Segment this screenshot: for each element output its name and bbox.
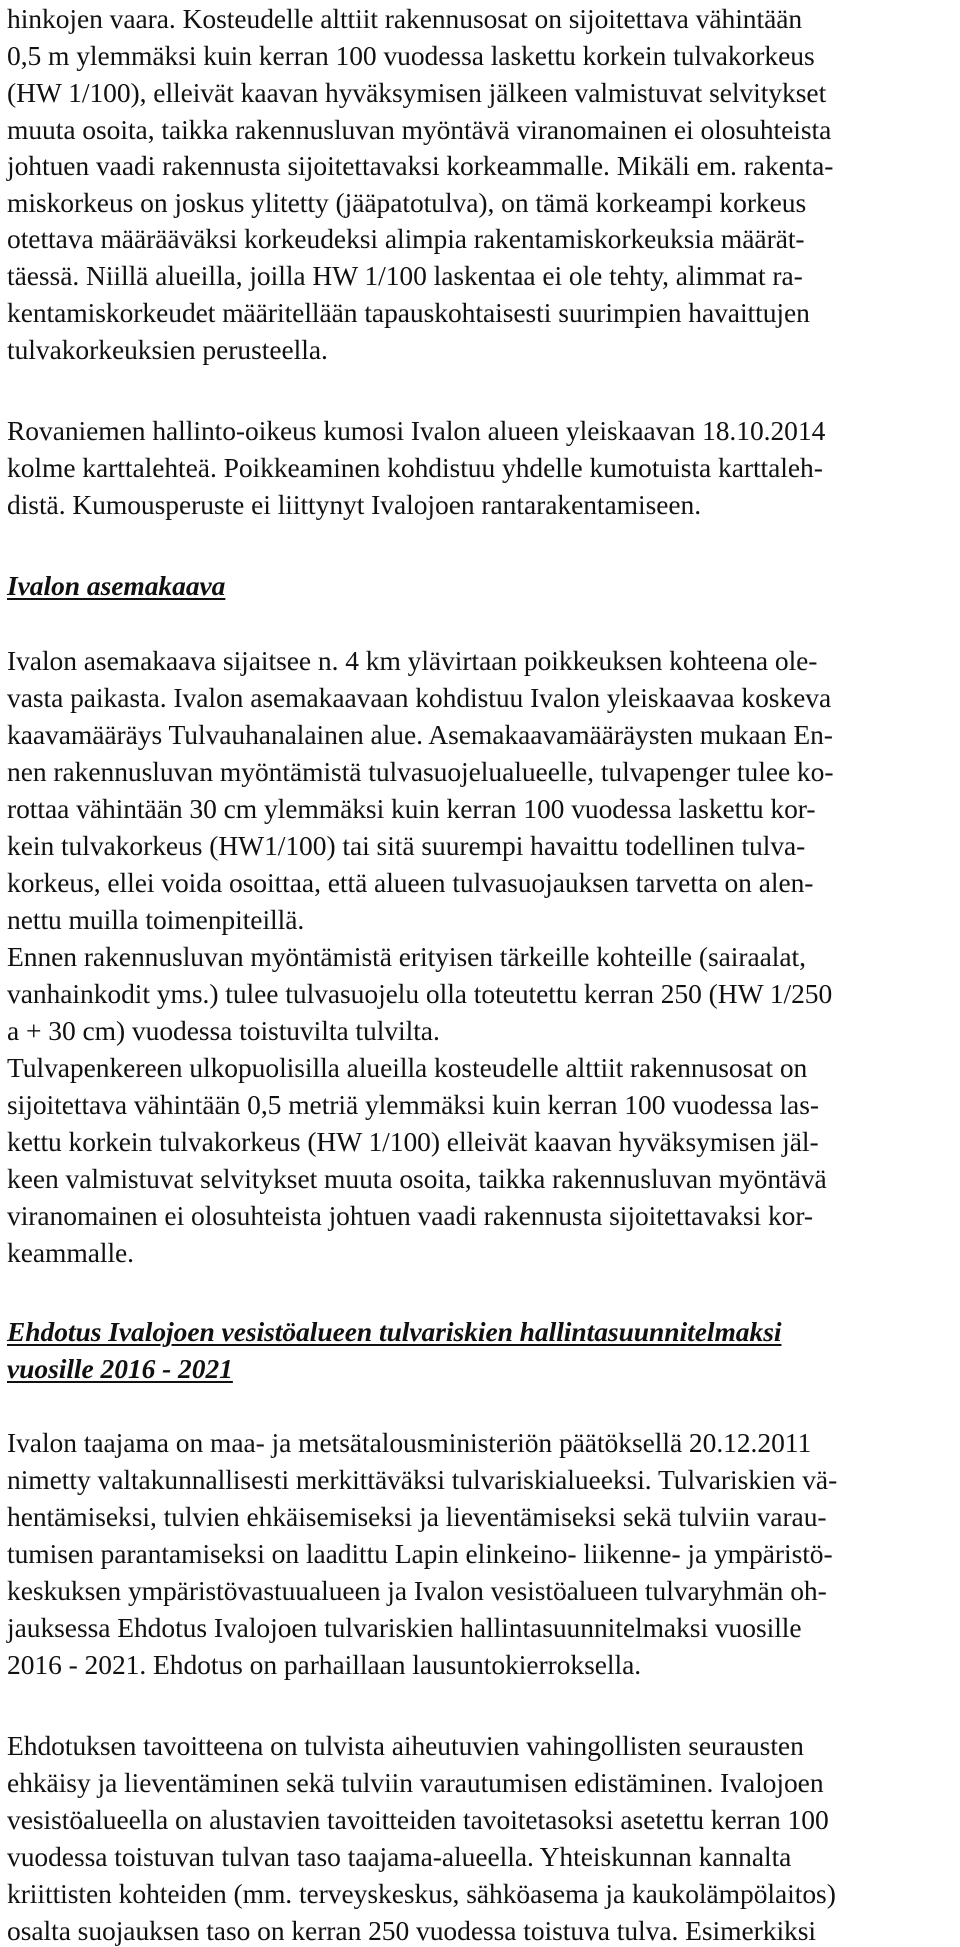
paragraph-line: tulvakorkeuksien perusteella. [7,334,328,365]
paragraph-line: keammalle. [7,1237,135,1268]
paragraph-line: nimetty valtakunnallisesti merkittäväksi tulvariskialueeksi. Tulvariskien vä- [7,1464,838,1495]
paragraph-line: vasta paikasta. Ivalon asemakaavaan kohdistuu Ivalon yleiskaavaa koskeva [7,682,832,713]
paragraph-line: hentämiseksi, tulvien ehkäisemiseksi ja lieventämiseksi sekä tulviin varau- [7,1501,827,1532]
paragraph-line: hinkojen vaara. Kosteudelle alttiit rakennusosat on sijoitettava vähintään [7,3,803,34]
paragraph-line: kriittisten kohteiden (mm. terveyskeskus, sähköasema ja kaukolämpölaitos) [7,1878,836,1909]
paragraph-line: Ehdotuksen tavoitteena on tulvista aiheutuvien vahingollisten seurausten [7,1730,804,1761]
paragraph-line: tumisen parantamiseksi on laadittu Lapin elinkeino- liikenne- ja ympäristö- [7,1538,833,1569]
paragraph-line: rottaa vähintään 30 cm ylemmäksi kuin kerran 100 vuodessa laskettu kor- [7,793,816,824]
paragraph-line: keskuksen ympäristövastuualueen ja Ivalon vesistöalueen tulvaryhmän oh- [7,1575,827,1606]
paragraph-line: muuta osoita, taikka rakennusluvan myöntävä viranomainen ei olosuhteista [7,114,832,145]
section-heading-line: Ivalon asemakaava [7,570,226,601]
paragraph-line: a + 30 cm) vuodessa toistuvilta tulvilta. [7,1015,440,1046]
section-heading-line: Ehdotus Ivalojoen vesistöalueen tulvariskien hallintasuunnitelmaksi [7,1316,782,1347]
paragraph-line: Rovaniemen hallinto-oikeus kumosi Ivalon alueen yleiskaavan 18.10.2014 [7,415,826,446]
paragraph-line: kein tulvakorkeus (HW1/100) tai sitä suurempi havaittu todellinen tulva- [7,830,806,861]
paragraph-line: täessä. Niillä alueilla, joilla HW 1/100 laskentaa ei ole tehty, alimmat ra- [7,260,803,291]
paragraph-line: kentamiskorkeudet määritellään tapauskohtaisesti suurimpien havaittujen [7,297,810,328]
paragraph-line: keen valmistuvat selvitykset muuta osoita, taikka rakennusluvan myöntävä [7,1163,827,1194]
paragraph-line: kaavamääräys Tulvauhanalainen alue. Asemakaavamääräysten mukaan En- [7,719,833,750]
paragraph-line: (HW 1/100), elleivät kaavan hyväksymisen jälkeen valmistuvat selvitykset [7,77,827,108]
paragraph-line: vanhainkodit yms.) tulee tulvasuojelu olla toteutettu kerran 250 (HW 1/250 [7,978,833,1009]
paragraph-line: 2016 - 2021. Ehdotus on parhaillaan lausuntokierroksella. [7,1649,642,1680]
paragraph-line: nen rakennusluvan myöntämistä tulvasuojelualueelle, tulvapenger tulee ko- [7,756,834,787]
paragraph-line: sijoitettava vähintään 0,5 metriä ylemmäksi kuin kerran 100 vuodessa las- [7,1089,819,1120]
paragraph-line: vuodessa toistuvan tulvan taso taajama-alueella. Yhteiskunnan kannalta [7,1841,792,1872]
section-heading-line: vuosille 2016 - 2021 [7,1353,233,1384]
paragraph-line: viranomainen ei olosuhteista johtuen vaadi rakennusta sijoitettavaksi kor- [7,1200,814,1231]
paragraph-line: korkeus, ellei voida osoittaa, että alueen tulvasuojauksen tarvetta on alen- [7,867,814,898]
paragraph-line: kettu korkein tulvakorkeus (HW 1/100) elleivät kaavan hyväksymisen jäl- [7,1126,819,1157]
paragraph-line: miskorkeus on joskus ylitetty (jääpatotulva), on tämä korkeampi korkeus [7,187,807,218]
paragraph-line: ehkäisy ja lieventäminen sekä tulviin varautumisen edistäminen. Ivalojoen [7,1767,824,1798]
paragraph-line: kolme karttalehteä. Poikkeaminen kohdistuu yhdelle kumotuista karttaleh- [7,452,823,483]
paragraph-line: distä. Kumousperuste ei liittynyt Ivalojoen rantarakentamiseen. [7,489,702,520]
paragraph-line: Ivalon asemakaava sijaitsee n. 4 km ylävirtaan poikkeuksen kohteena ole- [7,645,818,676]
paragraph-line: Ivalon taajama on maa- ja metsätalousministeriön päätöksellä 20.12.2011 [7,1427,812,1458]
paragraph-line: Tulvapenkereen ulkopuolisilla alueilla kosteudelle alttiit rakennusosat on [7,1052,808,1083]
paragraph-line: Ennen rakennusluvan myöntämistä erityisen tärkeille kohteille (sairaalat, [7,941,806,972]
paragraph-line: otettava määrääväksi korkeudeksi alimpia rakentamiskorkeuksia määrät- [7,223,805,254]
paragraph-line: johtuen vaadi rakennusta sijoitettavaksi korkeammalle. Mikäli em. rakenta- [7,150,834,181]
paragraph-line: nettu muilla toimenpiteillä. [7,904,305,935]
paragraph-line: 0,5 m ylemmäksi kuin kerran 100 vuodessa laskettu korkein tulvakorkeus [7,40,815,71]
paragraph-line: vesistöalueella on alustavien tavoitteiden tavoitetasoksi asetettu kerran 100 [7,1804,829,1835]
paragraph-line: jauksessa Ehdotus Ivalojoen tulvariskien hallintasuunnitelmaksi vuosille [7,1612,802,1643]
paragraph-line: osalta suojauksen taso on kerran 250 vuodessa toistuva tulva. Esimerkiksi [7,1915,816,1946]
